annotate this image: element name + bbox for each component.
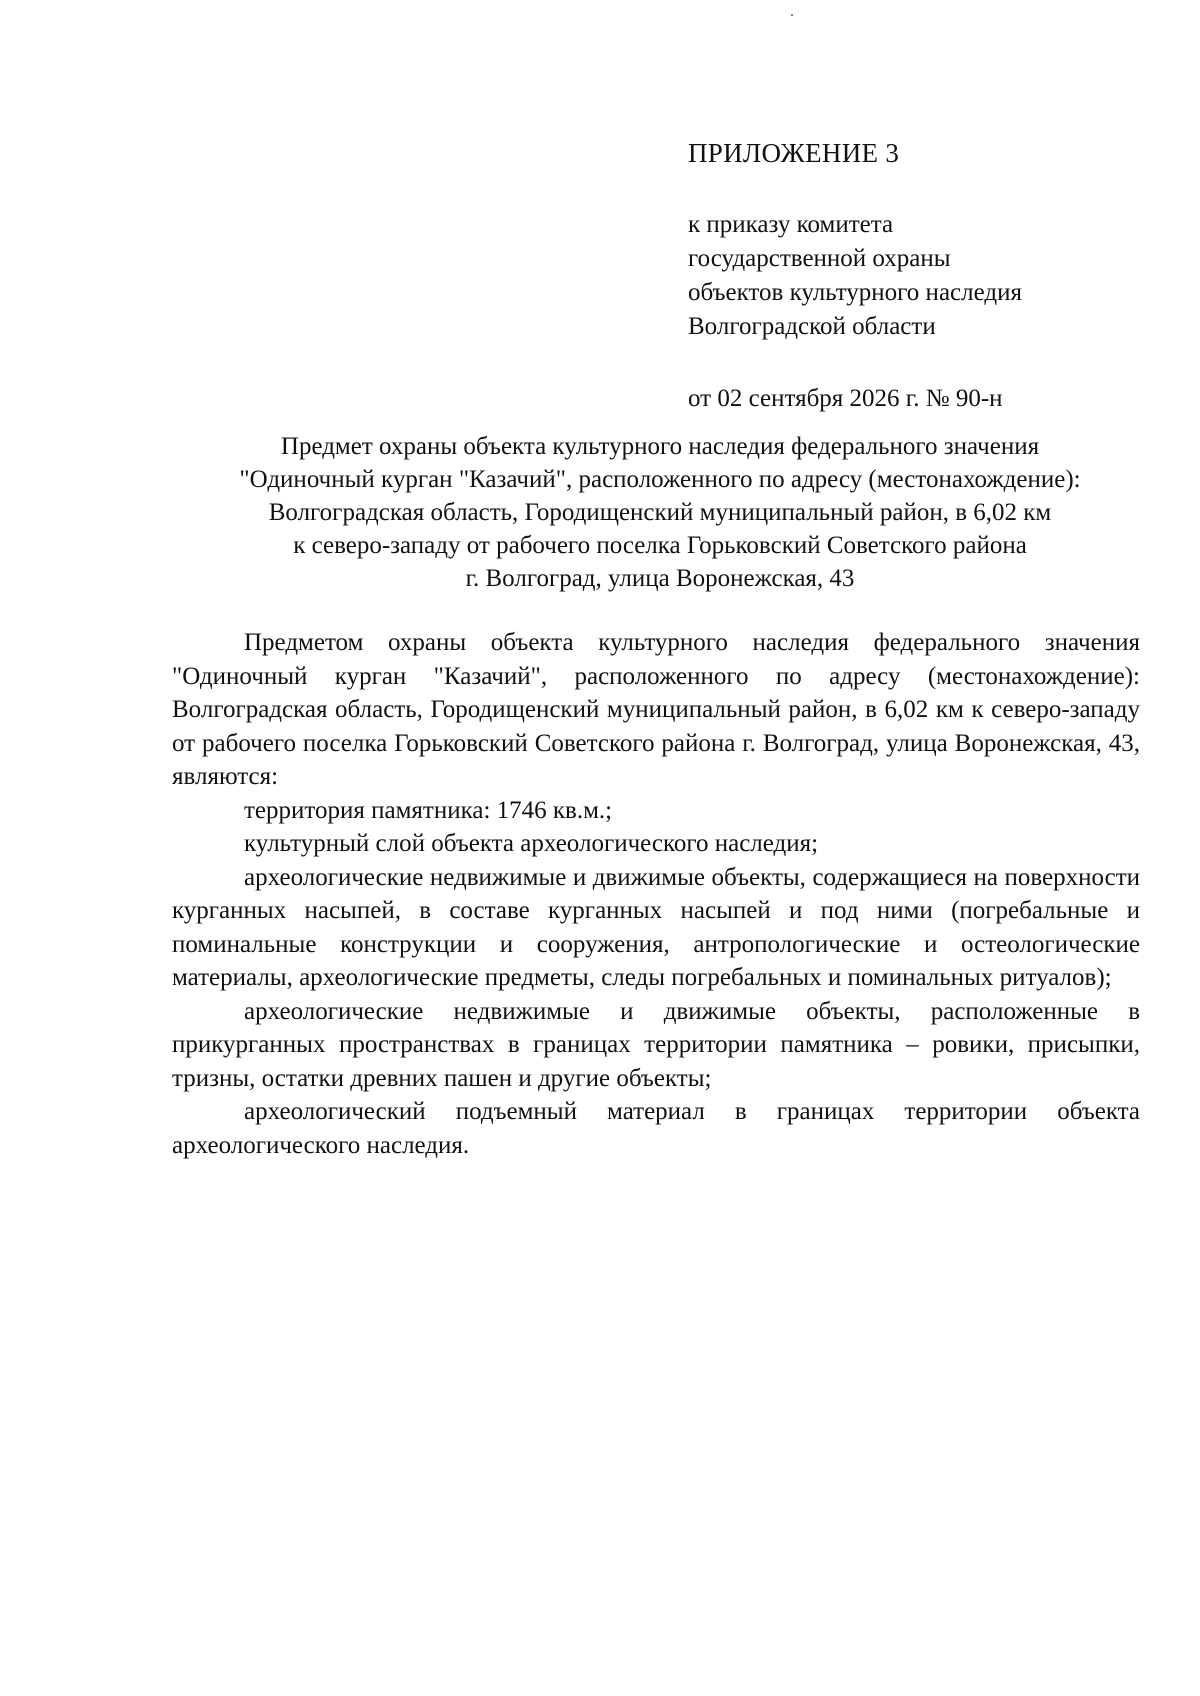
scan-speck xyxy=(791,14,793,16)
heading-line-1: Предмет охраны объекта культурного наследия федерального значения xyxy=(280,433,1040,460)
heading-line-4: к северо-западу от рабочего поселка Горьковский Советского района xyxy=(293,532,1027,559)
body-item-5: археологический подъемный материал в границах территории объекта археологического наследия. xyxy=(172,1098,1140,1159)
appendix-line-3: объектов культурного наследия xyxy=(688,279,1022,306)
appendix-date: от 02 сентября 2026 г. № 90-н xyxy=(688,385,1003,412)
body-item-4: археологические недвижимые и движимые объекты, расположенные в прикурганных пространствах в границах территории памятника – ровики, присыпки, тризны, остатки древних пашен и другие объекты; xyxy=(172,997,1140,1092)
heading-line-3: Волгоградская область, Городищенский муниципальный район, в 6,02 км xyxy=(268,499,1052,526)
body-item-2: культурный слой объекта археологического наследия; xyxy=(244,830,819,857)
heading-line-2: "Одиночный курган "Казачий", расположенного по адресу (местонахождение): xyxy=(239,466,1081,493)
appendix-title: ПРИЛОЖЕНИЕ 3 xyxy=(688,138,900,168)
appendix-line-1: к приказу комитета xyxy=(688,211,894,238)
body-item-1: территория памятника: 1746 кв.м.; xyxy=(244,796,613,824)
appendix-block xyxy=(688,136,1158,416)
appendix-line-4: Волгоградской области xyxy=(688,313,936,340)
document-body xyxy=(172,626,1140,1162)
heading-line-5: г. Волгоград, улица Воронежская, 43 xyxy=(465,565,855,592)
body-intro-paragraph: Предметом охраны объекта культурного наследия федерального значения "Одиночный курган "Казачий", расположенного по адресу (местонахождение): Волгоградская область, Городищенский муниципальный район, в 6,02 км к северо-западу от рабочего поселка Горьковский Советского района г. Волгоград, улица Воронежская, 43, являются: xyxy=(172,629,1140,790)
document-heading xyxy=(150,430,1170,595)
appendix-line-2: государственной охраны xyxy=(688,245,951,272)
body-item-3: археологические недвижимые и движимые объекты, содержащиеся на поверхности курганных насыпей, в составе курганных насыпей и под ними (погребальные и поминальные конструкции и сооружения, антропологические и остеологические материалы, археологические предметы, следы погребальных и поминальных ритуалов); xyxy=(172,863,1140,991)
